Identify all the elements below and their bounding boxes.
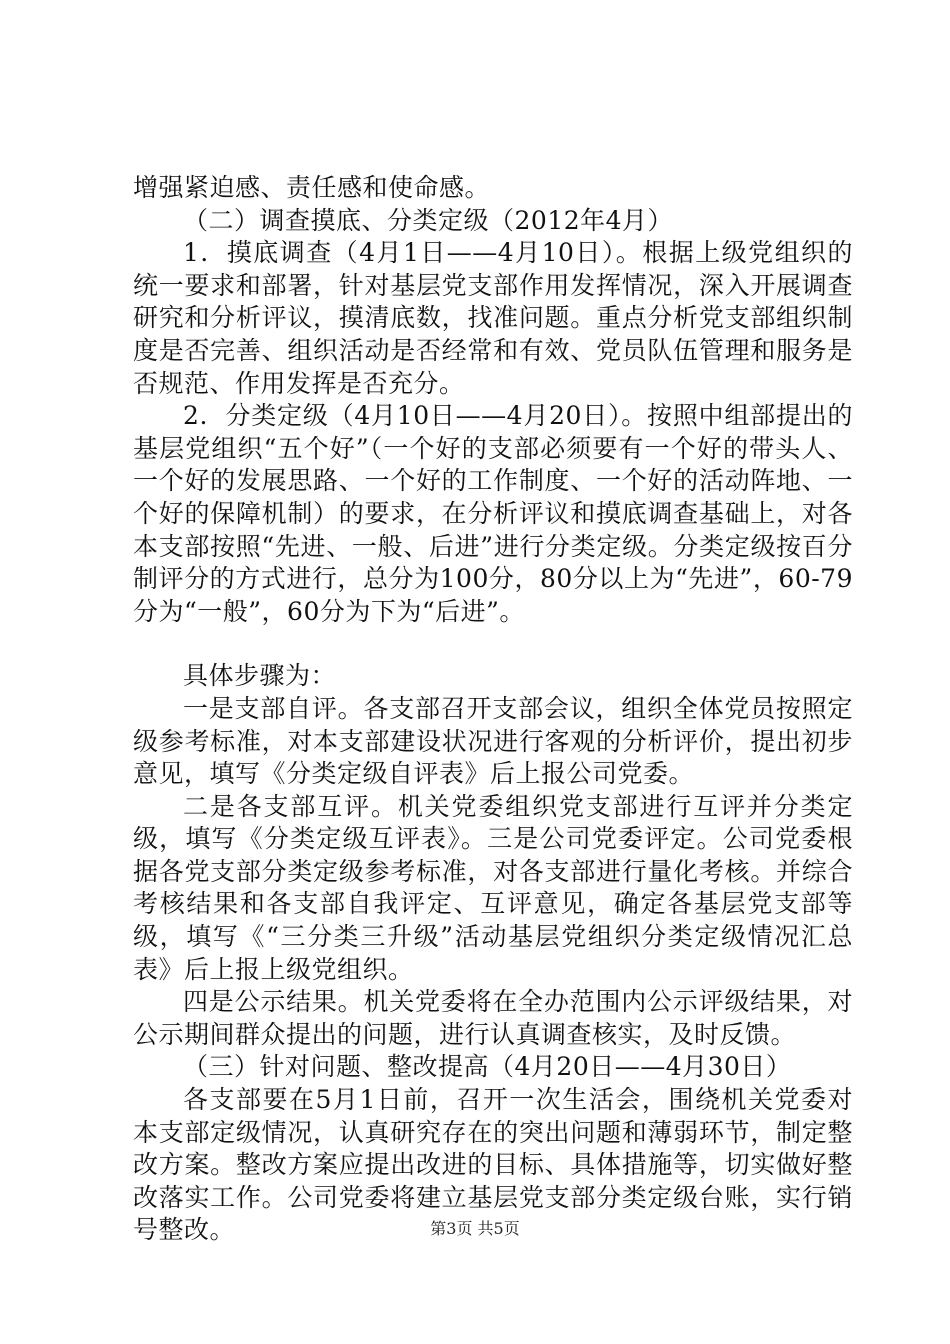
paragraph-gap [133, 628, 853, 660]
section-heading-3: （三）针对问题、整改提高（4月20日——4月30日） [183, 1052, 792, 1082]
paragraph-step-4: 四是公示结果。机关党委将在全办范围内公示评级结果，对公示期间群众提出的问题，进行认真调查核实，及时反馈。 [133, 987, 853, 1049]
paragraph-step-2-3: 二是各支部互评。机关党委组织党支部进行互评并分类定级，填写《分类定级互评表》。三是公司党委评定。公司党委根据各党支部分类定级参考标准，对各支部进行量化考核。并综合考核结果和各支部自我评定、互评意见，确定各基层党支部等级，填写《“三分类三升级”活动基层党组织分类定级情况汇总表》后上报上级党组织。 [133, 791, 853, 984]
paragraph-continuation: 增强紧迫感、责任感和使命感。 [133, 173, 491, 202]
section-heading-2: （二）调查摸底、分类定级（2012年4月） [183, 205, 674, 235]
steps-heading: 具体步骤为： [183, 661, 337, 691]
document-body [133, 172, 853, 1247]
paragraph-classification: 2．分类定级（4月10日——4月20日）。按照中组部提出的基层党组织“五个好”（一个好的支部必须要有一个好的带头人、一个好的发展思路、一个好的工作制度、一个好的活动阵地、一个好的保障机制）的要求，在分析评议和摸底调查基础上，对各本支部按照“先进、一般、后进”进行分类定级。分类定级按百分制评分的方式进行，总分为100分，80分以上为“先进”，60-79分为“一般”，60分为下为“后进”。 [133, 401, 853, 626]
paragraph-survey: 1．摸底调查（4月1日——4月10日）。根据上级党组织的统一要求和部署，针对基层党支部作用发挥情况，深入开展调查研究和分析评议，摸清底数，找准问题。重点分析党支部组织制度是否完善、组织活动是否经常和有效、党员队伍管理和服务是否规范、作用发挥是否充分。 [133, 238, 853, 398]
paragraph-rectification: 各支部要在5月1日前，召开一次生活会，围绕机关党委对本支部定级情况，认真研究存在的突出问题和薄弱环节，制定整改方案。整改方案应提出改进的目标、具体措施等，切实做好整改落实工作。公司党委将建立基层党支部分类定级台账，实行销号整改。 [133, 1085, 853, 1245]
paragraph-step-1: 一是支部自评。各支部召开支部会议，组织全体党员按照定级参考标准，对本支部建设状况进行客观的分析评价，提出初步意见，填写《分类定级自评表》后上报公司党委。 [133, 693, 853, 789]
page-number-footer: 第3页 共5页 [430, 1219, 520, 1238]
